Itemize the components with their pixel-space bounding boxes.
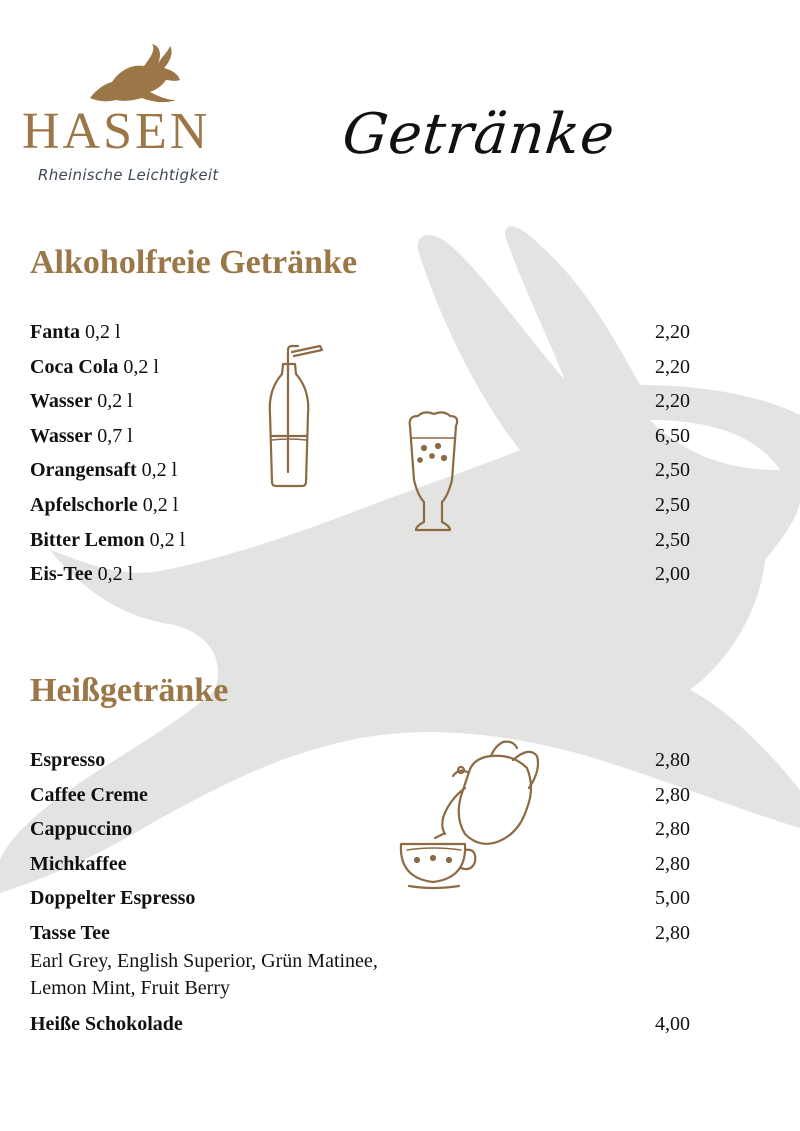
item-price: 2,80 [655,783,690,806]
menu-item [30,884,690,919]
item-price: 2,80 [655,749,690,771]
item-price: 2,50 [655,493,690,516]
menu-item [30,387,690,422]
menu-item [30,1010,690,1045]
tea-varieties-line: Earl Grey, English Superior, Grün Matinee, [30,949,378,972]
item-name: Wasser [30,390,93,413]
item-price: 2,80 [655,921,690,944]
item-name: Eis-Tee [30,563,93,586]
item-size: 0,2 l [85,321,121,343]
item-name: Caffee Creme [30,783,148,806]
menu-item [30,781,690,816]
item-name: Wasser [30,424,93,447]
menu-item [30,456,690,491]
item-name: Orangensaft [30,459,137,482]
item-price: 2,80 [655,818,690,841]
brand-tagline: Rheinische Leichtigkeit [38,166,219,184]
item-price: 2,50 [655,459,690,482]
item-size: 0,2 l [97,563,134,586]
item-price: 2,20 [655,355,690,378]
menu-item [30,526,690,561]
menu-item [30,815,690,850]
item-name: Michkaffee [30,852,127,875]
item-size: 0,7 l [97,424,133,447]
menu-list-alkoholfrei [30,318,690,595]
menu-item [30,318,690,353]
item-price: 2,00 [655,563,690,586]
item-name: Cappuccino [30,818,133,841]
menu-item [30,746,690,781]
item-price: 4,00 [655,1012,690,1035]
section-title-alkoholfrei: Alkoholfreie Getränke [30,244,358,281]
teapot-and-cup-icon [395,738,541,890]
menu-item [30,560,690,595]
item-price: 2,80 [655,852,690,875]
item-size: 0,2 l [123,355,159,378]
item-name: Doppelter Espresso [30,887,196,910]
item-name: Apfelschorle [30,493,138,516]
menu-item [30,353,690,388]
menu-item [30,491,690,526]
brand-name: HASEN [22,103,211,160]
menu-list-heissgetraenke [30,746,690,1044]
item-price: 2,50 [655,528,690,551]
item-name: Bitter Lemon [30,528,145,551]
item-name: Coca Cola [30,355,119,378]
item-name: Heiße Schokolade [30,1012,183,1035]
item-size: 0,2 l [149,528,186,551]
hare-logo-icon [86,40,182,108]
item-name: Fanta [30,321,80,343]
menu-item [30,850,690,885]
bottle-with-straw-icon [262,344,324,490]
tea-varieties-line: Lemon Mint, Fruit Berry [30,976,230,999]
item-size: 0,2 l [97,390,133,413]
tea-varieties-note [30,948,690,1002]
item-price: 6,50 [655,424,690,447]
item-name: Tasse Tee [30,921,110,944]
section-title-heissgetraenke: Heißgetränke [30,672,229,709]
item-price: 5,00 [655,887,690,910]
item-name: Espresso [30,749,106,771]
item-price: 2,20 [655,390,690,413]
item-size: 0,2 l [142,493,179,516]
page-title: Getränke [339,102,619,167]
item-price: 2,20 [655,321,690,343]
beer-glass-icon [404,410,462,536]
menu-item [30,422,690,457]
item-size: 0,2 l [141,459,178,482]
